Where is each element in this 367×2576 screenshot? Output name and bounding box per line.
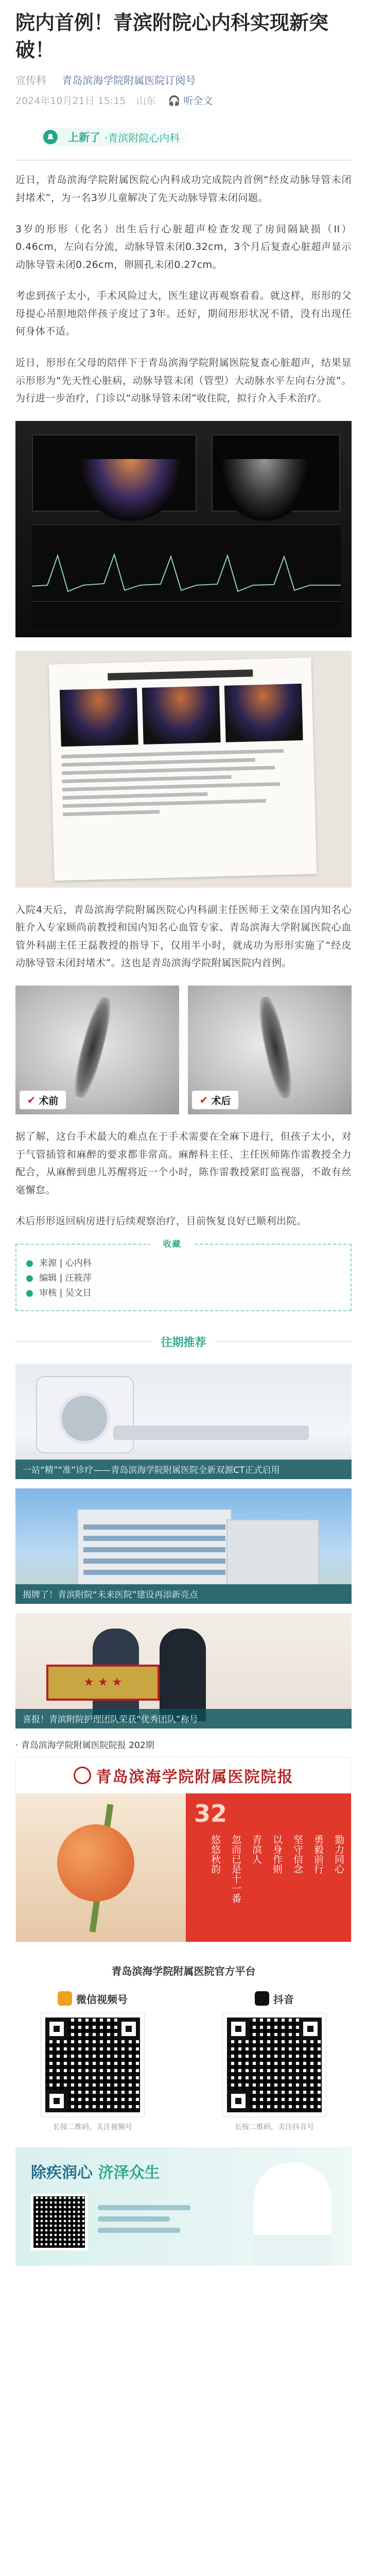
ad-qr-code[interactable]: [31, 2194, 88, 2250]
article-meta: [15, 72, 352, 87]
issue-number: 32: [194, 1799, 228, 1827]
wechat-channel-icon: [58, 1991, 72, 2006]
recommend-card-1[interactable]: [15, 1364, 352, 1479]
recommend-card-1-title: 一站“精”“准”诊疗——青岛滨海学院附属医院全新双源CT正式启用: [15, 1460, 352, 1479]
article-body-3: [15, 1128, 352, 1230]
article-body: [15, 160, 352, 407]
paragraph-4: 近日，形形在父母的陪伴下于青岛滨海学院附属医院复查心脏超声，结果显示形形为“先天性心脏病，动脉导管未闭（管型）大动脉水平左向右分流”。为行进一步治疗，门诊以“动脉导管未闭”收住院，拟行介入手术治疗。: [15, 357, 352, 404]
paragraph-5: 入院4天后，青岛滨海学院附属医院心内科副主任医师王文荣在国内知名心脏介入专家顾尚前教授和国内知名心血管专家、青岛滨海大学附属医院心血管外科副主任王磊教授的指导下，仅用半小时，就成功为形形实施了“经皮动脉导管未闭封堵术”。这也是青岛滨海学院附属医院内首例。: [15, 904, 352, 969]
hospital-paper-issue: 202期: [129, 1740, 154, 1751]
douyin-qr-code[interactable]: [223, 2013, 326, 2116]
listen-button[interactable]: [168, 95, 213, 107]
listen-label: 听全文: [183, 95, 213, 107]
wechat-qr-caption: 长按二维码，关注视频号: [53, 2123, 132, 2131]
after-label: 术后: [211, 1095, 231, 1107]
credit-editor: ● 编辑 | 汪筱萍: [26, 1273, 92, 1283]
recommend-card-3[interactable]: [15, 1613, 352, 1728]
report-image: [15, 651, 352, 888]
building-image: [77, 1509, 232, 1586]
wechat-channel: [15, 1991, 170, 2132]
article-body-2: [15, 901, 352, 972]
publish-date: 2024年10月21日 15:15: [15, 95, 126, 107]
bullet-icon: ●: [26, 1273, 33, 1283]
banner-sub-label: ·青滨附院心内科: [104, 131, 180, 144]
recommend-title: 往期推荐: [152, 1334, 214, 1350]
publish-location: 山东: [136, 95, 156, 107]
source-label: 宣传科: [15, 74, 46, 87]
echo-image: [15, 421, 352, 637]
paragraph-1: 近日，青岛滨海学院附属医院心内科成功完成院内首例“经皮动脉导管未闭封堵术”，为一名3岁儿童解决了先天动脉导管未闭问题。: [15, 174, 352, 204]
ultrasound-screen-left: [32, 434, 197, 512]
award-banner: ★ ★ ★: [46, 1665, 160, 1701]
paragraph-2: 3岁的形形（化名）出生后行心脏超声检查发现了房间隔缺损（II）0.46cm，左向右分流，动脉导管未闭0.32cm，3个月后复查心脏超声显示动脉导管未闭0.26cm，卵圆孔未闭0.27cm。: [15, 223, 352, 270]
check-icon: ✔: [27, 1094, 36, 1107]
banner-new-label: 上新了: [68, 131, 100, 144]
recommend-card-2[interactable]: [15, 1488, 352, 1604]
recommend-card-2-title: 揭牌了！青滨附院“未来医院”建设再添新亮点: [15, 1584, 352, 1604]
douyin-qr-caption: 长按二维码，关注抖音号: [235, 2123, 314, 2131]
before-tag: [20, 1091, 66, 1109]
hospital-paper-masthead: 青岛滨海学院附属医院院报: [16, 1762, 351, 1788]
after-tag: [192, 1091, 238, 1109]
credit-source: ● 来源 | 心内科: [26, 1258, 92, 1268]
credit-reviewer: ● 审核 | 吴文日: [26, 1287, 92, 1298]
ct-scanner-image: [36, 1376, 134, 1453]
ultrasound-photo: [15, 421, 352, 637]
ultrasound-screen-right: [212, 434, 340, 512]
recommend-header: [15, 1330, 352, 1354]
section-banner: [15, 124, 352, 150]
credits-box: [15, 1239, 352, 1311]
paragraph-7: 术后形形返回病房进行后续观察治疗，目前恢复良好已顺利出院。: [15, 1215, 307, 1227]
article-title: 院内首例！青滨附院心内科实现新突破！: [15, 11, 329, 62]
bullet-icon: ●: [26, 1258, 33, 1268]
xray-pair: [15, 986, 352, 1114]
footer-title: 青岛滨海学院附属医院官方平台: [111, 1964, 256, 1977]
douyin-name: 抖音: [273, 1993, 294, 2006]
hospital-logo-icon: [74, 1767, 91, 1784]
recommend-section: [15, 1330, 352, 1728]
person-right: [160, 1629, 206, 1721]
paragraph-6: 据了解，这台手术最大的难点在于手术需要在全麻下进行，但孩子太小，对于气管插管和麻醉的要求都非常高。麻醉科主任、主任医师陈作雷教授全力配合，从麻醉到患儿苏醒将近一个小时，陈作雷教授紧盯监视器，不敢有丝毫懈怠。: [15, 1131, 352, 1196]
ultrasound-report-photo: [15, 651, 352, 888]
doctor-illustration: [254, 2163, 331, 2266]
hospital-paper-label: · 青岛滨海学院附属医院院报 202期: [15, 1740, 154, 1751]
bottom-ad[interactable]: [15, 2147, 352, 2266]
follow-section: [15, 1991, 352, 2132]
douyin-channel: [197, 1991, 352, 2132]
credits-stamp: [150, 1233, 195, 1254]
hospital-paper-card[interactable]: [15, 1757, 352, 1942]
credits-stamp-label: 收藏: [163, 1239, 182, 1249]
report-paper: [49, 657, 317, 880]
ad-title: 除疾润心 济泽众生: [31, 2163, 160, 2182]
check-icon: ✔: [199, 1094, 208, 1107]
article-header: [0, 0, 367, 112]
hospital-paper-cover: 32 悠悠秋韵 忽而已是十一番 青滨人 以身作则 坚守信念 勇毅前行 勠力同心: [186, 1793, 351, 1942]
hospital-paper-art: [16, 1793, 186, 1942]
xray-images: [15, 986, 352, 1114]
headphones-icon: 🎧: [168, 95, 181, 107]
bell-icon: [42, 129, 59, 145]
article-date-row: [15, 93, 352, 107]
account-link[interactable]: 青岛滨海学院附属医院订阅号: [62, 74, 196, 87]
doppler-trace: [32, 524, 341, 627]
wechat-qr-code[interactable]: [41, 2013, 144, 2116]
wechat-channel-name: 微信视频号: [76, 1993, 128, 2006]
banner-pill: [41, 128, 189, 146]
bullet-icon: ●: [26, 1287, 33, 1298]
paragraph-3: 考虑到孩子太小，手术风险过大，医生建议再观察看看。就这样，形形的父母提心吊胆地陪伴孩子度过了3年。还好，期间形形状况不错，没有出现任何身体不适。: [15, 290, 352, 337]
xray-before: [15, 986, 179, 1114]
xray-after: [188, 986, 352, 1114]
douyin-icon: [255, 1991, 269, 2006]
before-label: 术前: [39, 1095, 59, 1107]
recommend-card-3-title: 喜报！青滨附院护理团队荣获“优秀团队”称号: [15, 1709, 352, 1728]
